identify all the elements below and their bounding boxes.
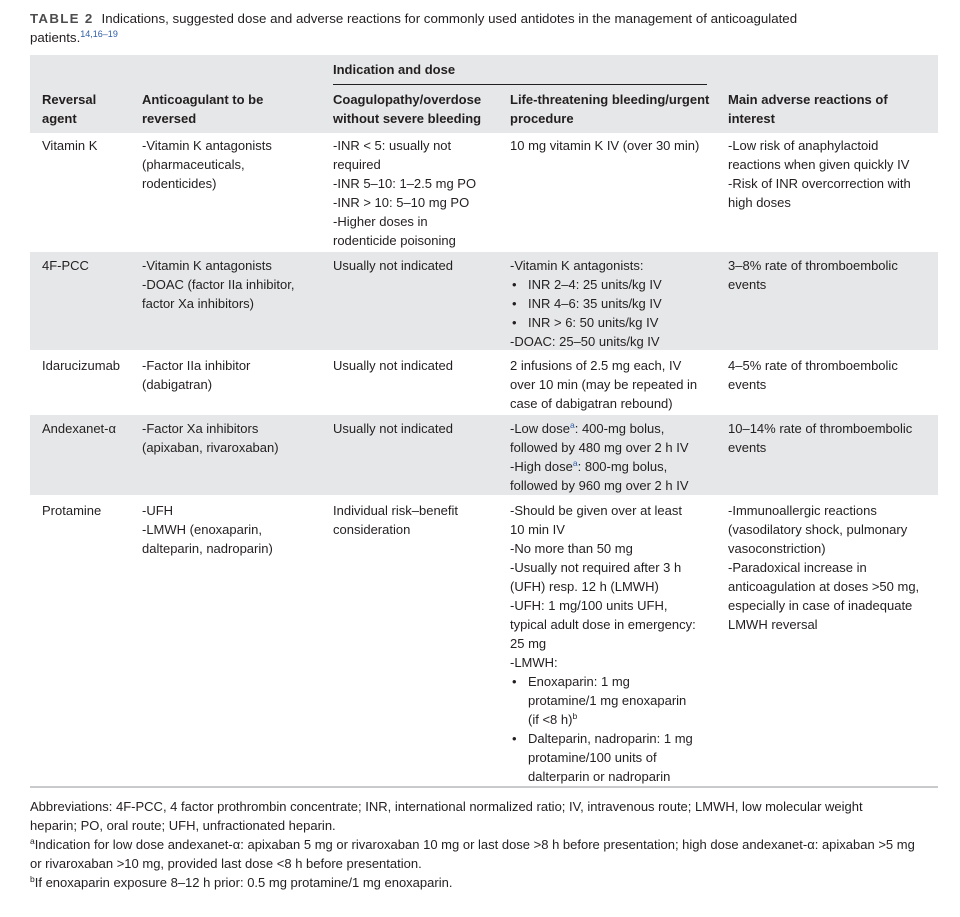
footnote-a-marker[interactable]: a bbox=[572, 458, 578, 468]
row-vitamin-k-agent: Vitamin K bbox=[42, 138, 98, 153]
row-vitamin-k-overdose: -INR < 5: usually not required -INR 5–10: 1–2.5 mg PO -INR > 10: 5–10 mg PO -Higher doses in rodenticide poisoning bbox=[333, 138, 477, 248]
row-andexanet-bleeding: -Low dose$^a$: 400-mg bolus, followed by 480 mg over 2 h IV -High dose$^a$: 800-mg bolus, followed by 960 mg over 2 h IV bbox=[510, 420, 689, 493]
row-4fpcc-agent: 4F-PCC bbox=[42, 258, 89, 273]
table-footnotes bbox=[30, 797, 935, 892]
row-protamine-agent: Protamine bbox=[42, 503, 102, 518]
row-protamine-bleeding: -Should be given over at least 10 min IV -No more than 50 mg -Usually not required after 3 h (UFH) resp. 12 h (LMWH) -UFH: 1 mg/100 units UFH, typical adult dose in emergency: 25 mg -LMWH: • Enoxaparin: 1 mg protamine/1 mg enoxaparin (if <8 h)$^b$ • Dalteparin, nadroparin: 1 mg protamine/100 units of dalterparin or nadroparin bbox=[510, 501, 696, 786]
caption-text-line-1: Indications, suggested dose and adverse reactions for commonly used antidotes in the management of anticoagulated bbox=[101, 11, 798, 26]
list-item: • INR 4–6: 35 units/kg IV bbox=[510, 294, 662, 313]
list-item: • Dalteparin, nadroparin: 1 mg bbox=[510, 729, 696, 748]
header-group-underline bbox=[333, 84, 707, 85]
header-coagulopathy-overdose: Coagulopathy/overdose without severe bleeding bbox=[333, 92, 482, 126]
header-reversal-agent: Reversal agent bbox=[42, 92, 97, 126]
caption-text-line-2: patients. bbox=[30, 30, 81, 45]
table-label: TABLE 2 bbox=[30, 11, 94, 26]
row-andexanet-anticoagulant: -Factor Xa inhibitors (apixaban, rivaroxaban) bbox=[142, 421, 279, 455]
row-vitamin-k-adverse: -Low risk of anaphylactoid reactions when given quickly IV -Risk of INR overcorrection with high doses bbox=[728, 138, 911, 210]
row-4fpcc-overdose: Usually not indicated bbox=[333, 258, 453, 273]
row-4fpcc-anticoagulant: -Vitamin K antagonists -DOAC (factor IIa inhibitor, factor Xa inhibitors) bbox=[142, 258, 295, 311]
row-andexanet-adverse: 10–14% rate of thromboembolic events bbox=[728, 421, 913, 455]
footnote-b: $^b$If enoxaparin exposure 8–12 h prior: 0.5 mg protamine/1 mg enoxaparin. bbox=[30, 874, 453, 890]
header-anticoagulant: Anticoagulant to be reversed bbox=[142, 92, 264, 126]
footnote-abbreviations: Abbreviations: 4F-PCC, 4 factor prothrombin concentrate; INR, international normalized ratio; IV, intravenous route; LMWH, low molecular weight heparin; PO, oral route; UFH, unfractionated heparin. bbox=[30, 799, 863, 833]
header-adverse-reactions: Main adverse reactions of interest bbox=[728, 92, 888, 126]
row-idarucizumab-adverse: 4–5% rate of thromboembolic events bbox=[728, 358, 898, 392]
row-4fpcc-bleeding: -Vitamin K antagonists: • INR 2–4: 25 units/kg IV • INR 4–6: 35 units/kg IV • INR > 6: 50 units/kg IV -DOAC: 25–50 units/kg IV bbox=[510, 256, 662, 351]
row-idarucizumab-bleeding: 2 infusions of 2.5 mg each, IV over 10 min (may be repeated in case of dabigatran rebound) bbox=[510, 358, 698, 411]
row-protamine-overdose: Individual risk–benefit consideration bbox=[333, 503, 459, 537]
header-life-threatening-bleeding: Life-threatening bleeding/urgent procedure bbox=[510, 92, 710, 126]
table-caption bbox=[30, 9, 930, 47]
list-item: • INR > 6: 50 units/kg IV bbox=[510, 313, 662, 332]
row-protamine-adverse: -Immunoallergic reactions (vasodilatory shock, pulmonary vasoconstriction) -Paradoxical increase in anticoagulation at doses >50 mg, especially in case of inadequate LMWH reversal bbox=[728, 503, 920, 632]
row-4fpcc-adverse: 3–8% rate of thromboembolic events bbox=[728, 258, 898, 292]
list-item: • INR 2–4: 25 units/kg IV bbox=[510, 275, 662, 294]
row-idarucizumab-overdose: Usually not indicated bbox=[333, 358, 453, 373]
row-idarucizumab-anticoagulant: -Factor IIa inhibitor (dabigatran) bbox=[142, 358, 251, 392]
row-andexanet-overdose: Usually not indicated bbox=[333, 421, 453, 436]
list-item: • Enoxaparin: 1 mg bbox=[510, 672, 696, 691]
header-group-indication-and-dose: Indication and dose bbox=[333, 62, 456, 77]
footnote-a: $^a$Indication for low dose andexanet-α: apixaban 5 mg or rivaroxaban 10 mg or last dose >8 h before presentation; high dose andexanet-α: apixaban >5 mg or rivaroxaban >10 mg, provided last dose <8 h before presentation. bbox=[30, 836, 915, 871]
row-andexanet-agent: Andexanet-α bbox=[42, 421, 117, 436]
footnote-b-marker: b bbox=[572, 711, 578, 721]
row-vitamin-k-bleeding: 10 mg vitamin K IV (over 30 min) bbox=[510, 138, 700, 153]
row-protamine-anticoagulant: -UFH -LMWH (enoxaparin, dalteparin, nadroparin) bbox=[142, 503, 273, 556]
row-vitamin-k-anticoagulant: -Vitamin K antagonists (pharmaceuticals, rodenticides) bbox=[142, 138, 272, 191]
table-bottom-rule bbox=[30, 786, 938, 788]
row-idarucizumab-agent: Idarucizumab bbox=[42, 358, 121, 373]
footnote-a-marker[interactable]: a bbox=[569, 420, 575, 430]
caption-references[interactable]: 14,16–19 bbox=[80, 29, 118, 39]
